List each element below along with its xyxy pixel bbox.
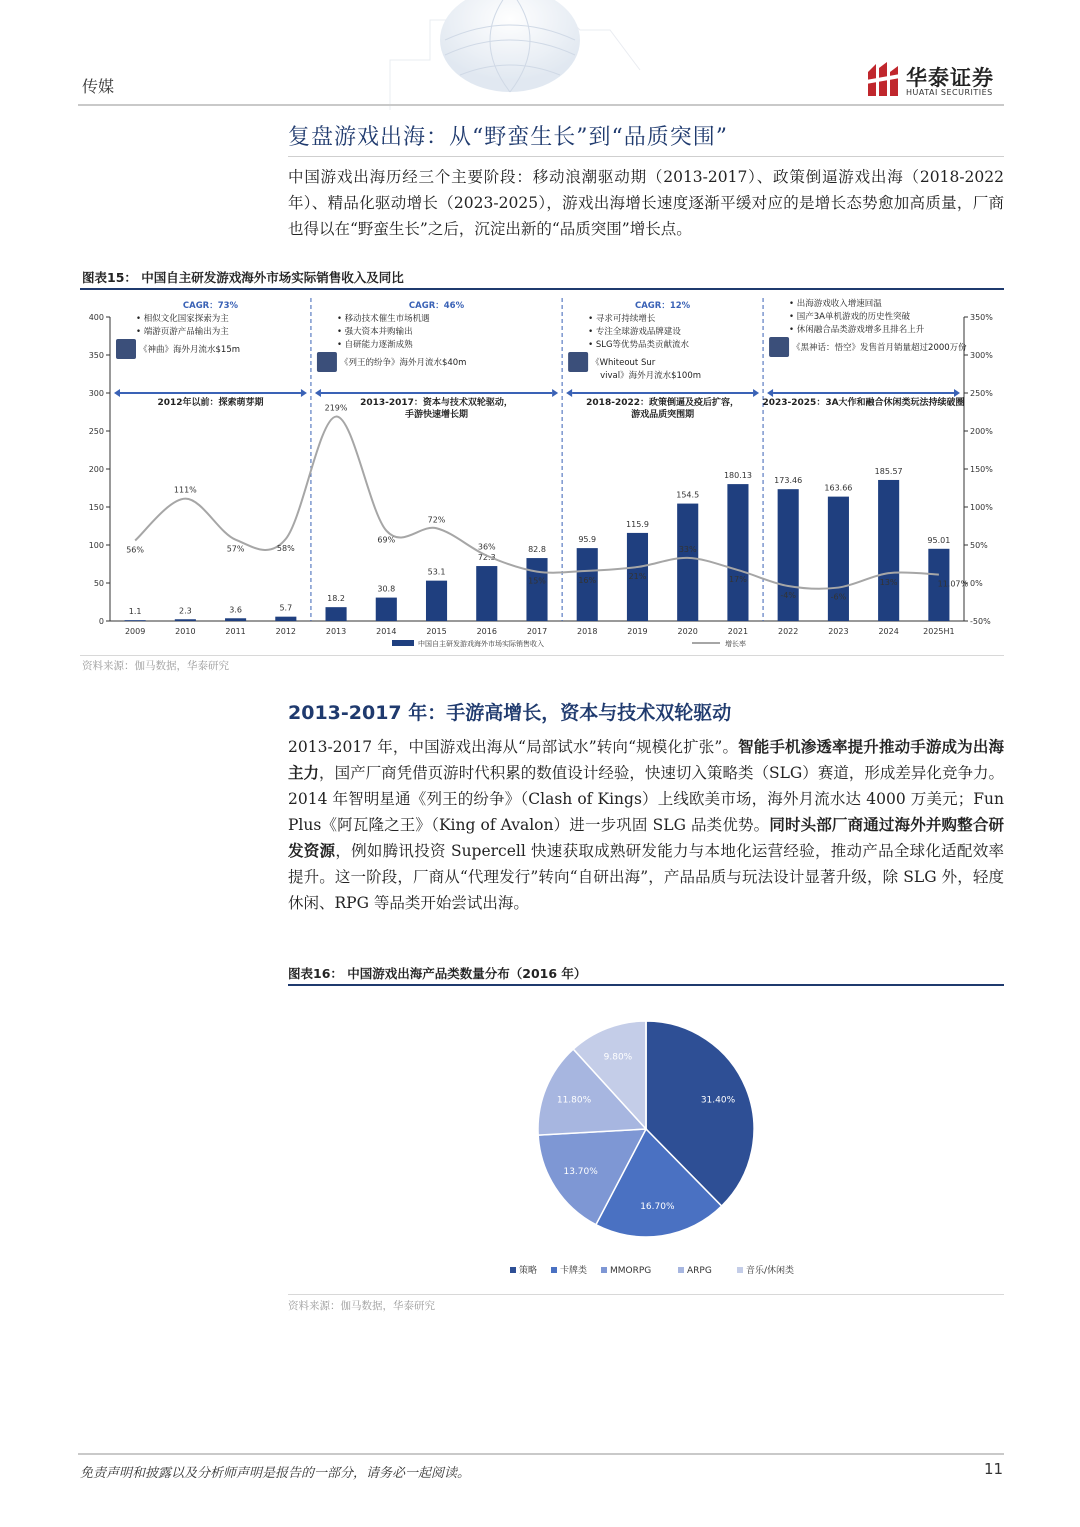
body-text-2: ，国产厂商凭借页游时代积累的数值设计经验，快速切入策略类（SLG）赛道，形成差异化竞争力。2014 年智明星通《列王的纷争》（Clash of Kings）上线欧美市场，海外月流水达 4000 万美元；Fun Plus《阿瓦隆之王》（King of Avalon）进一步巩固 SLG 品类优势。 <box>288 764 1004 834</box>
legend-label: ARPG <box>687 1266 712 1276</box>
right-tick-label: -50% <box>970 617 991 626</box>
phase-label: 2013-2017：资本与技术双轮驱动， <box>360 398 513 408</box>
revenue-bar <box>326 607 347 621</box>
left-tick-label: 400 <box>88 313 104 322</box>
revenue-bar <box>677 504 698 621</box>
phase-arrowhead <box>114 389 120 397</box>
right-tick-label: 250% <box>970 389 993 398</box>
x-tick-label: 2023 <box>828 627 849 636</box>
pie-slice-label: 13.70% <box>563 1167 598 1178</box>
phase-bullet: • SLG等优势品类贡献流水 <box>588 340 690 350</box>
section-title-rule <box>288 156 1004 157</box>
revenue-bar-label: 154.5 <box>676 490 700 500</box>
revenue-bar-label: 18.2 <box>327 594 345 604</box>
growth-label: 72% <box>427 515 446 525</box>
section-title: 复盘游戏出海：从“野蛮生长”到“品质突围” <box>288 125 728 150</box>
x-tick-label: 2020 <box>677 627 698 636</box>
legend-swatch <box>737 1267 743 1273</box>
growth-label: 56% <box>126 545 145 555</box>
growth-label: 36% <box>477 542 496 552</box>
x-tick-label: 2018 <box>577 627 598 636</box>
x-tick-label: 2016 <box>476 627 497 636</box>
phase-bullet: • 相似文化国家探索为主 <box>136 314 229 324</box>
phase-arrowhead <box>552 389 558 397</box>
revenue-bar-label: 82.8 <box>528 545 546 555</box>
right-tick-label: 150% <box>970 465 993 474</box>
legend-label: MMORPG <box>610 1266 652 1276</box>
body-text-3: ，例如腾讯投资 Supercell 快速获取成熟研发能力与本地化运营经验，推动产品全球化适配效率提升。这一阶段，厂商从“代理发行”转向“自研出海”，产品品质与玩法设计显著升级，除 SLG 外，轻度休闲、RPG 等品类开始尝试出海。 <box>288 842 1004 912</box>
figure15-bottom-rule <box>80 655 1004 656</box>
legend-line-label: 增长率 <box>725 640 746 648</box>
right-tick-label: 350% <box>970 313 993 322</box>
category-pie-chart <box>288 990 1004 1290</box>
phase-arrowhead <box>767 389 773 397</box>
revenue-bar <box>727 484 748 621</box>
phase-label: 2012年以前：探索萌芽期 <box>157 398 264 408</box>
phase-arrowhead <box>954 389 960 397</box>
x-tick-label: 2013 <box>325 627 347 636</box>
body-bold-2: 同时头部厂商通过海外并购整合研发资源 <box>288 815 1004 860</box>
growth-label: 16% <box>578 575 597 585</box>
phase-cagr: CAGR：46% <box>408 301 465 311</box>
phase-game-note: 《黑神话：悟空》发售首月销量超过2000万份 <box>792 343 967 353</box>
huatai-logo-icon <box>866 62 900 98</box>
revenue-bar-label: 5.7 <box>279 603 293 613</box>
x-tick-label: 2012 <box>275 627 297 636</box>
phase-label: 2023-2025：3A大作和融合休闲类玩法持续破圈 <box>762 398 965 408</box>
revenue-bar <box>476 566 497 621</box>
left-tick-label: 200 <box>88 465 104 474</box>
revenue-growth-chart <box>80 294 1004 654</box>
revenue-bar-label: 185.57 <box>874 466 903 476</box>
x-tick-label: 2022 <box>777 627 799 636</box>
revenue-bar-label: 115.9 <box>626 519 649 529</box>
legend-label: 卡牌类 <box>560 1266 588 1276</box>
header-decoration <box>350 0 650 110</box>
game-icon <box>769 337 789 357</box>
phase-bullet: • 寻求可持续增长 <box>588 314 656 324</box>
revenue-bar <box>778 489 799 621</box>
revenue-bar <box>175 619 196 621</box>
growth-label: 33% <box>678 544 697 554</box>
growth-label: 111% <box>173 485 197 495</box>
growth-label: 57% <box>226 544 245 554</box>
legend-bar-swatch <box>392 640 414 646</box>
phase-cagr: CAGR：73% <box>182 301 239 311</box>
growth-label: 21% <box>628 572 647 582</box>
left-tick-label: 50 <box>93 579 104 588</box>
subsection-body <box>288 734 1004 916</box>
x-tick-label: 2024 <box>878 627 899 636</box>
revenue-bar-label: 53.1 <box>427 567 446 577</box>
phase-bullet: • 专注全球游戏品牌建设 <box>588 327 681 337</box>
growth-label: 69% <box>377 535 396 545</box>
revenue-bar-label: 3.6 <box>229 605 242 615</box>
legend-swatch <box>601 1267 607 1273</box>
growth-label: 11.07% <box>937 579 969 589</box>
figure15-caption: 图表15： 中国自主研发游戏海外市场实际销售收入及同比 <box>82 270 404 285</box>
phase-label: 游戏品质突围期 <box>631 410 695 420</box>
legend-swatch <box>678 1267 684 1273</box>
revenue-bar-label: 1.1 <box>128 607 142 617</box>
x-tick-label: 2010 <box>175 627 196 636</box>
right-tick-label: 300% <box>970 351 993 360</box>
figure15-rule <box>80 288 1004 290</box>
legend-bar-label: 中国自主研发游戏海外市场实际销售收入 <box>418 640 544 648</box>
legend-swatch <box>551 1267 557 1273</box>
legend-label: 策略 <box>519 1266 538 1276</box>
legend-swatch <box>510 1267 516 1273</box>
left-tick-label: 300 <box>88 389 104 398</box>
phase-bullet: • 自研能力逐渐成熟 <box>336 340 413 350</box>
logo-chinese-name: 华泰证券 <box>906 66 994 90</box>
right-tick-label: 100% <box>970 503 993 512</box>
x-tick-label: 2011 <box>225 627 246 636</box>
revenue-bar-label: 95.9 <box>578 535 597 545</box>
revenue-bar-label: 72.3 <box>477 553 496 563</box>
body-bold-1: 智能手机渗透率提升推动手游成为出海主力 <box>288 737 1004 782</box>
x-tick-label: 2025H1 <box>923 627 955 636</box>
growth-label: -6% <box>830 592 847 602</box>
page-number: 11 <box>984 1460 1004 1478</box>
revenue-bar <box>275 617 296 621</box>
revenue-bar-label: 95.01 <box>927 535 951 545</box>
company-logo <box>866 62 1006 102</box>
growth-label: 17% <box>729 575 747 585</box>
phase-label: 2018-2022：政策倒逼及疫后扩容， <box>586 398 740 408</box>
subsection-title: 2013-2017 年：手游高增长，资本与技术双轮驱动 <box>288 702 732 724</box>
left-tick-label: 0 <box>98 617 104 626</box>
game-icon <box>317 352 337 372</box>
x-tick-label: 2015 <box>426 627 447 636</box>
figure16-caption: 图表16： 中国游戏出海产品类数量分布（2016 年） <box>288 966 587 981</box>
section-intro: 中国游戏出海历经三个主要阶段：移动浪潮驱动期（2013-2017）、政策倒逼游戏出海（2018-2022 年）、精品化驱动增长（2023-2025），游戏出海增长速度逐渐平缓对应的是增长态势愈加高质量，厂商也得以在“野蛮生长”之后，沉淀出新的“品质突围”增长点。 <box>288 168 1004 238</box>
phase-bullet: • 强大资本并购输出 <box>336 327 413 337</box>
right-tick-label: 50% <box>970 541 988 550</box>
figure16-rule <box>288 984 1004 986</box>
phase-bullet: • 端游页游产品输出为主 <box>136 327 229 337</box>
footer-rule <box>78 1453 1004 1455</box>
footer-disclaimer: 免责声明和披露以及分析师声明是报告的一部分，请务必一起阅读。 <box>80 1466 471 1481</box>
right-tick-label: 0% <box>970 579 983 588</box>
x-tick-label: 2019 <box>627 627 648 636</box>
revenue-bar <box>426 581 447 621</box>
growth-label: 15% <box>528 576 546 586</box>
left-tick-label: 100 <box>88 541 104 550</box>
growth-label: 58% <box>276 543 295 553</box>
phase-arrowhead <box>315 389 321 397</box>
figure16-bottom-rule <box>288 1294 1004 1295</box>
phase-bullet: • 出海游戏收入增速回温 <box>789 299 882 309</box>
phase-arrowhead <box>566 389 572 397</box>
revenue-bar-label: 173.46 <box>774 476 803 486</box>
revenue-bar-label: 2.3 <box>178 606 192 616</box>
left-tick-label: 250 <box>88 427 104 436</box>
figure15-source: 资料来源：伽马数据，华泰研究 <box>82 660 229 672</box>
revenue-bar-label: 180.13 <box>723 471 752 481</box>
legend-label: 音乐/休闲类 <box>746 1266 795 1276</box>
growth-label: 13% <box>879 578 898 588</box>
right-tick-label: 200% <box>970 427 993 436</box>
phase-bullet: • 移动技术催生市场机遇 <box>336 314 430 324</box>
growth-label: 219% <box>324 403 348 413</box>
revenue-bar <box>828 497 849 621</box>
x-tick-label: 2017 <box>526 627 548 636</box>
pie-slice-label: 9.80% <box>603 1052 633 1063</box>
x-tick-label: 2014 <box>376 627 397 636</box>
body-text-1: 2013-2017 年，中国游戏出海从“局部试水”转向“规模化扩张”。 <box>288 738 739 756</box>
revenue-bar <box>526 558 547 621</box>
growth-label: -4% <box>780 591 796 601</box>
left-tick-label: 150 <box>88 503 104 512</box>
phase-bullet: • 休闲融合品类游戏增多且排名上升 <box>789 325 925 335</box>
logo-english-name: HUATAI SECURITIES <box>906 88 993 97</box>
game-icon <box>116 339 136 359</box>
pie-slice-label: 31.40% <box>700 1095 736 1106</box>
revenue-bar <box>878 480 899 621</box>
phase-game-note: 《神曲》海外月流水$15m <box>139 345 241 355</box>
phase-game-note: vival》海外月流水$100m <box>600 371 702 381</box>
x-tick-label: 2009 <box>124 627 146 636</box>
revenue-bar <box>376 598 397 621</box>
phase-arrowhead <box>753 389 759 397</box>
pie-slice-label: 16.70% <box>640 1201 675 1212</box>
header-category: 传媒 <box>82 77 115 96</box>
phase-game-note: 《列王的纷争》海外月流水$40m <box>339 358 467 368</box>
figure16-source: 资料来源：伽马数据，华泰研究 <box>288 1300 435 1312</box>
pie-slice-label: 11.80% <box>556 1095 592 1106</box>
phase-bullet: • 国产3A单机游戏的历史性突破 <box>789 312 911 322</box>
phase-game-note: 《Whiteout Sur <box>591 358 656 368</box>
phase-arrowhead <box>301 389 307 397</box>
revenue-bar-label: 30.8 <box>377 584 396 594</box>
revenue-bar <box>125 620 146 621</box>
phase-cagr: CAGR：12% <box>634 301 691 311</box>
x-tick-label: 2021 <box>727 627 749 636</box>
game-icon <box>568 352 588 372</box>
left-tick-label: 350 <box>88 351 104 360</box>
header-rule <box>78 104 1004 106</box>
revenue-bar-label: 163.66 <box>824 483 853 493</box>
phase-label: 手游快速增长期 <box>405 410 469 420</box>
revenue-bar <box>225 618 246 621</box>
